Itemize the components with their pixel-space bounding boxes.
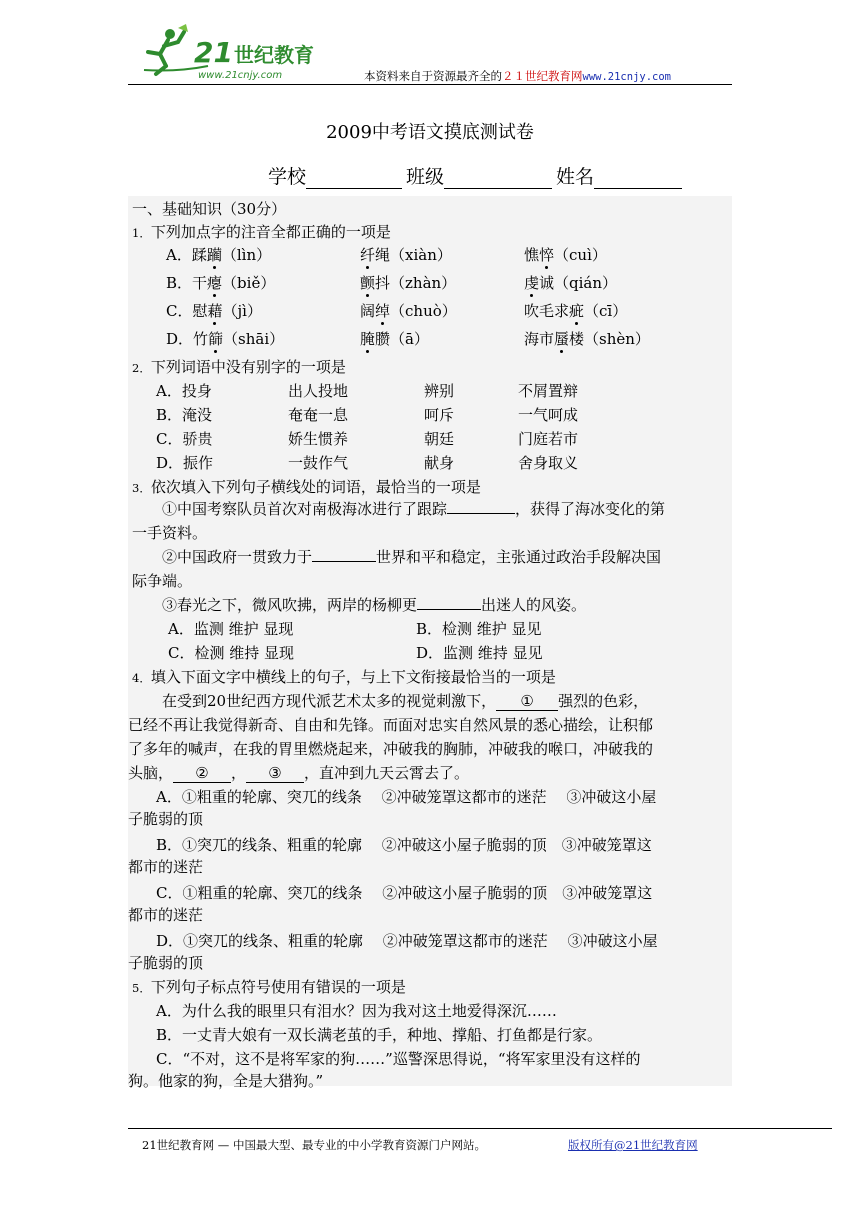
- q1-option-b-1: B．干瘪（biě）: [166, 274, 276, 292]
- header-brand[interactable]: ２１世纪教育网: [502, 69, 583, 83]
- exam-title: 2009中考语文摸底测试卷: [326, 122, 534, 143]
- q2-option-d-4: 舍身取义: [518, 454, 579, 472]
- page-footer: [128, 1128, 832, 1152]
- q2-option-d-3: 献身: [424, 454, 455, 472]
- q4-option-b: B．①突兀的线条、粗重的轮廓 ②冲破这小屋子脆弱的顶 ③冲破笼罩这: [156, 836, 652, 854]
- header-source-note: [364, 68, 671, 84]
- q2-option-b-3: 呵斥: [424, 406, 455, 424]
- q1-option-c-2: 阔绰（chuò）: [360, 302, 457, 320]
- question-1-stem: 下列加点字的注音全都正确的一项是: [150, 223, 391, 241]
- name-label: 姓名: [556, 166, 595, 188]
- q2-option-b-1: B．淹没: [156, 406, 213, 424]
- page-header: [128, 18, 732, 85]
- q4-blank-1[interactable]: ①: [496, 692, 558, 711]
- footer-copyright-link[interactable]: 版权所有@21世纪教育网: [568, 1138, 698, 1152]
- header-url-link[interactable]: www.21cnjy.com: [582, 71, 672, 83]
- q3-option-b: B．检测 维护 显见: [416, 620, 542, 638]
- q2-option-a-1: A．投身: [156, 382, 212, 400]
- q4-blank-3[interactable]: ③: [246, 764, 304, 783]
- q2-option-c-2: 娇生惯养: [288, 430, 349, 448]
- svg-text:世纪教育: 世纪教育: [234, 43, 314, 67]
- q1-option-b-3: 虔诚（qián）: [524, 274, 618, 292]
- question-3: 3．依次填入下列句子横线处的词语，最恰当的一项是: [132, 478, 481, 496]
- q2-option-c-4: 门庭若市: [518, 430, 579, 448]
- q4-option-c: C．①粗重的轮廓、突兀的线条 ②冲破这小屋子脆弱的顶 ③冲破笼罩这: [156, 884, 653, 902]
- q5-option-a: A．为什么我的眼里只有泪水？因为我对这土地爱得深沉……: [156, 1002, 557, 1020]
- question-4-stem: 填入下面文字中横线上的句子，与上下文衔接最恰当的一项是: [150, 668, 556, 686]
- site-logo: [138, 22, 348, 82]
- q2-option-a-3: 辨别: [424, 382, 455, 400]
- q2-option-a-4: 不屑置辩: [518, 382, 579, 400]
- exam-content: [128, 196, 732, 1090]
- q5-option-b: B．一丈青大娘有一双长满老茧的手，种地、撑船、打鱼都是行家。: [156, 1026, 603, 1044]
- q3-option-d: D．监测 维持 显见: [416, 644, 543, 662]
- student-info-row: [268, 162, 686, 189]
- q3-sentence-3: ③春光之下，微风吹拂，两岸的杨柳更 出迷人的风姿。: [162, 596, 587, 614]
- q4-blank-2[interactable]: ②: [173, 764, 231, 783]
- q4-option-a: A．①粗重的轮廓、突兀的线条 ②冲破笼罩这都市的迷茫 ③冲破这小屋: [156, 788, 657, 806]
- q2-option-b-4: 一气呵成: [518, 406, 579, 424]
- q3-sentence-2-cont: 际争端。: [132, 572, 193, 590]
- svg-text:21: 21: [194, 36, 233, 69]
- q4-option-d-cont: 子脆弱的顶: [128, 954, 204, 972]
- school-label: 学校: [268, 166, 307, 188]
- q4-option-b-cont: 都市的迷茫: [128, 858, 204, 876]
- q4-option-c-cont: 都市的迷茫: [128, 906, 204, 924]
- q4-passage-line-1: 在受到20世纪西方现代派艺术太多的视觉刺激下， ① 强烈的色彩，: [162, 692, 649, 710]
- q1-option-c-3: 吹毛求疵（cī）: [524, 302, 628, 320]
- q1-option-a-1: A．蹂躏（lìn）: [166, 246, 272, 264]
- q3-option-a: A．监测 维护 显现: [168, 620, 294, 638]
- q4-passage-line-3: 了多年的喊声，在我的胃里燃烧起来，冲破我的胸肺，冲破我的喉口，冲破我的: [128, 740, 654, 758]
- q1-option-a-2: 纤绳（xiàn）: [360, 246, 452, 264]
- q2-option-d-2: 一鼓作气: [288, 454, 349, 472]
- q1-option-c-1: C．慰藉（jì）: [166, 302, 262, 320]
- svg-text:www.21cnjy.com: www.21cnjy.com: [198, 70, 283, 81]
- q5-option-c: C．“不对，这不是将军家的狗……”巡警深思得说，“将军家里没有这样的: [156, 1050, 641, 1068]
- q4-passage-line-4: 头脑， ② ， ③ ，直冲到九天云霄去了。: [128, 764, 470, 782]
- q3-option-c: C．检测 维持 显现: [168, 644, 295, 662]
- question-5-stem: 下列句子标点符号使用有错误的一项是: [150, 978, 406, 996]
- q3-blank-1[interactable]: [447, 513, 515, 514]
- q1-option-a-3: 憔悴（cuì）: [524, 246, 607, 264]
- question-2: 2．下列词语中没有别字的一项是: [132, 358, 346, 376]
- q3-sentence-2: ②中国政府一贯致力于 世界和平和稳定，主张通过政治手段解决国: [162, 548, 662, 566]
- q3-blank-3[interactable]: [417, 609, 481, 610]
- q2-option-c-3: 朝廷: [424, 430, 455, 448]
- question-2-stem: 下列词语中没有别字的一项是: [150, 358, 346, 376]
- q3-sentence-1-cont: 一手资料。: [132, 524, 208, 542]
- q5-option-c-cont: 狗。他家的狗，全是大猎狗。”: [128, 1072, 324, 1090]
- question-5: 5．下列句子标点符号使用有错误的一项是: [132, 978, 406, 996]
- q4-passage-line-2: 已经不再让我觉得新奇、自由和先锋。而面对忠实自然风景的悉心描绘，让积郁: [128, 716, 654, 734]
- header-note-prefix: 本资料来自于资源最齐全的: [364, 69, 502, 83]
- q2-option-a-2: 出人投地: [288, 382, 349, 400]
- q1-option-b-2: 颤抖（zhàn）: [360, 274, 457, 292]
- q2-option-b-2: 奄奄一息: [288, 406, 349, 424]
- q2-option-d-1: D．振作: [156, 454, 214, 472]
- class-label: 班级: [406, 166, 445, 188]
- q3-sentence-1: ①中国考察队员首次对南极海冰进行了跟踪 ，获得了海冰变化的第: [162, 500, 666, 518]
- question-3-stem: 依次填入下列句子横线处的词语，最恰当的一项是: [150, 478, 481, 496]
- question-1: 1．下列加点字的注音全都正确的一项是: [132, 223, 391, 241]
- school-field[interactable]: [306, 168, 402, 189]
- q1-option-d-3: 海市蜃楼（shèn）: [524, 330, 650, 348]
- q2-option-c-1: C．骄贵: [156, 430, 213, 448]
- q1-option-d-2: 腌臜（ā）: [360, 330, 429, 348]
- q4-option-a-cont: 子脆弱的顶: [128, 810, 204, 828]
- class-field[interactable]: [444, 168, 552, 189]
- q1-option-d-1: D．竹篩（shāi）: [166, 330, 285, 348]
- footer-site-description: 21世纪教育网 — 中国最大型、最专业的中小学教育资源门户网站。: [142, 1138, 486, 1152]
- q4-option-d: D．①突兀的线条、粗重的轮廓 ②冲破笼罩这都市的迷茫 ③冲破这小屋: [156, 932, 658, 950]
- name-field[interactable]: [594, 168, 682, 189]
- section-heading: 一、基础知识（30分）: [132, 200, 287, 218]
- q3-blank-2[interactable]: [312, 561, 376, 562]
- question-4: 4．填入下面文字中横线上的句子，与上下文衔接最恰当的一项是: [132, 668, 556, 686]
